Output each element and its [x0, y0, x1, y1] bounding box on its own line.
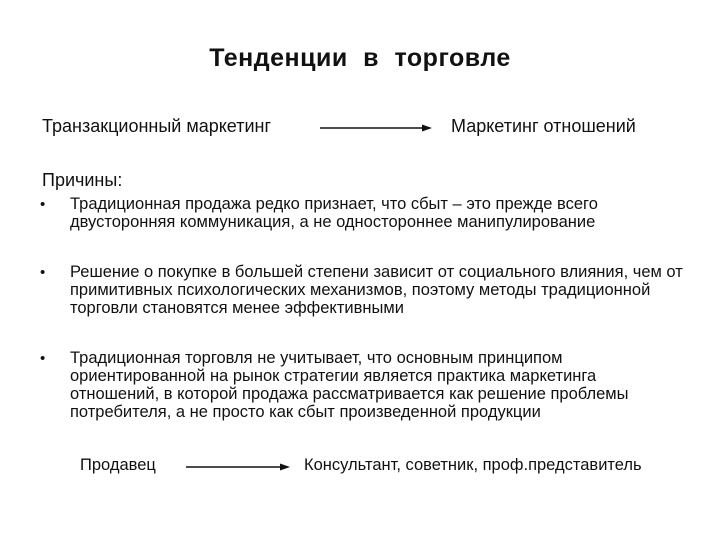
bullet-marker-1: •: [40, 196, 46, 213]
bullet-marker-2: •: [40, 264, 46, 281]
role-from-label: Продавец: [80, 456, 156, 474]
reason-item-2: Решение о покупке в большей степени зависит от социального влияния, чем от примитивных психологических механизмов, поэтому методы традиционной торговли становятся менее эффективными: [70, 263, 683, 317]
role-arrow-icon: [186, 461, 290, 473]
transition-arrow-icon: [320, 122, 432, 134]
bullet-marker-3: •: [40, 350, 46, 367]
reasons-heading: Причины:: [42, 170, 123, 190]
transition-from-label: Транзакционный маркетинг: [42, 116, 272, 136]
title-word-3: торговле: [394, 44, 511, 72]
title-word-1: Тенденции: [209, 44, 348, 72]
title-word-2: в: [363, 44, 380, 72]
reason-item-1: Традиционная продажа редко признает, что сбыт – это прежде всего двусторонняя коммуникация, а не одностороннее манипулирование: [70, 195, 598, 231]
role-to-label: Консультант, советник, проф.представитель: [304, 456, 642, 474]
reason-item-3: Традиционная торговля не учитывает, что основным принципом ориентированной на рынок стратегии является практика маркетинга отношений, в которой продажа рассматривается как решение проблемы потребителя, а не просто как сбыт произведенной продукции: [70, 349, 629, 421]
transition-to-label: Маркетинг отношений: [451, 116, 636, 136]
page-title: [0, 44, 720, 73]
